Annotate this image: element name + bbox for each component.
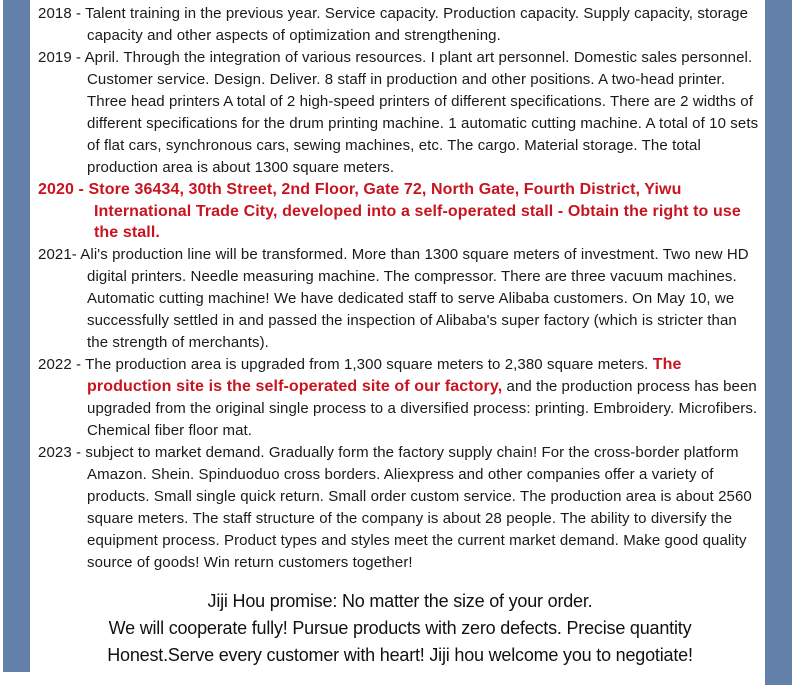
timeline-entry-2022 (38, 354, 762, 442)
timeline-entry-2020-segment-0: 2020 - Store 36434, 30th Street, 2nd Floor, Gate 72, North Gate, Fourth District, Yiwu International Trade City, developed into a self-operated stall - Obtain the right to use the stall. (38, 181, 741, 241)
company-history-timeline (38, 3, 762, 574)
timeline-entry-2021 (38, 244, 762, 354)
timeline-entry-2020 (38, 179, 762, 244)
promise-footer-line-3: Honest.Serve every customer with heart! Jiji hou welcome you to negotiate! (107, 645, 693, 665)
timeline-entry-2023 (38, 442, 762, 574)
timeline-entry-2023-segment-0: 2023 - subject to market demand. Gradually form the factory supply chain! For the cross-border platform Amazon. Shein. Spinduoduo cross borders. Aliexpress and other companies offer a variety of products. Small single quick return. Small order custom service. The production area is about 2560 square meters. The staff structure of the company is about 28 people. The ability to diversify the equipment process. Product types and styles meet the current market demand. Make good quality source of goods! Win return customers together! (38, 443, 752, 571)
timeline-entry-2022-segment-2: and the production process has been upgraded from the original single process to a diversified process: printing. Embroidery. Microfibers. Chemical fiber floor mat. (87, 377, 758, 439)
promise-footer-line-1: Jiji Hou promise: No matter the size of your order. (207, 591, 593, 611)
timeline-entry-2022-segment-0: 2022 - The production area is upgraded from 1,300 square meters to 2,380 square meters. (38, 355, 653, 373)
timeline-entry-2018-segment-0: 2018 - Talent training in the previous year. Service capacity. Production capacity. Supply capacity, storage capacity and other aspects of optimization and strengthening. (38, 5, 749, 44)
promise-footer-line-2: We will cooperate fully! Pursue products with zero defects. Precise quantity (108, 618, 692, 638)
right-decorative-border (765, 0, 792, 685)
timeline-entry-2022-segment-1: The production site is the self-operated site of our factory, (87, 355, 682, 395)
timeline-entry-2019-segment-0: 2019 - April. Through the integration of various resources. I plant art personnel. Domestic sales personnel. Customer service. Design. Deliver. 8 staff in production and other positions. A two-head printer. Three head printers A total of 2 high-speed printers of different specifications. There are 2 widths of different specifications for the drum printing machine. 1 automatic cutting machine. A total of 10 sets of flat cars, synchronous cars, sewing machines, etc. The cargo. Material storage. The total production area is about 1300 square meters. (38, 49, 759, 176)
left-decorative-border (3, 0, 30, 672)
promise-footer (38, 588, 762, 669)
timeline-entry-2021-segment-0: 2021- Ali's production line will be transformed. More than 1300 square meters of investment. Two new HD digital printers. Needle measuring machine. The compressor. There are three vacuum machines. Automatic cutting machine! We have dedicated staff to serve Alibaba customers. On May 10, we successfully settled in and passed the inspection of Alibaba's super factory (which is stricter than the strength of merchants). (38, 245, 749, 351)
timeline-entry-2018 (38, 3, 762, 47)
timeline-entry-2019 (38, 47, 762, 179)
